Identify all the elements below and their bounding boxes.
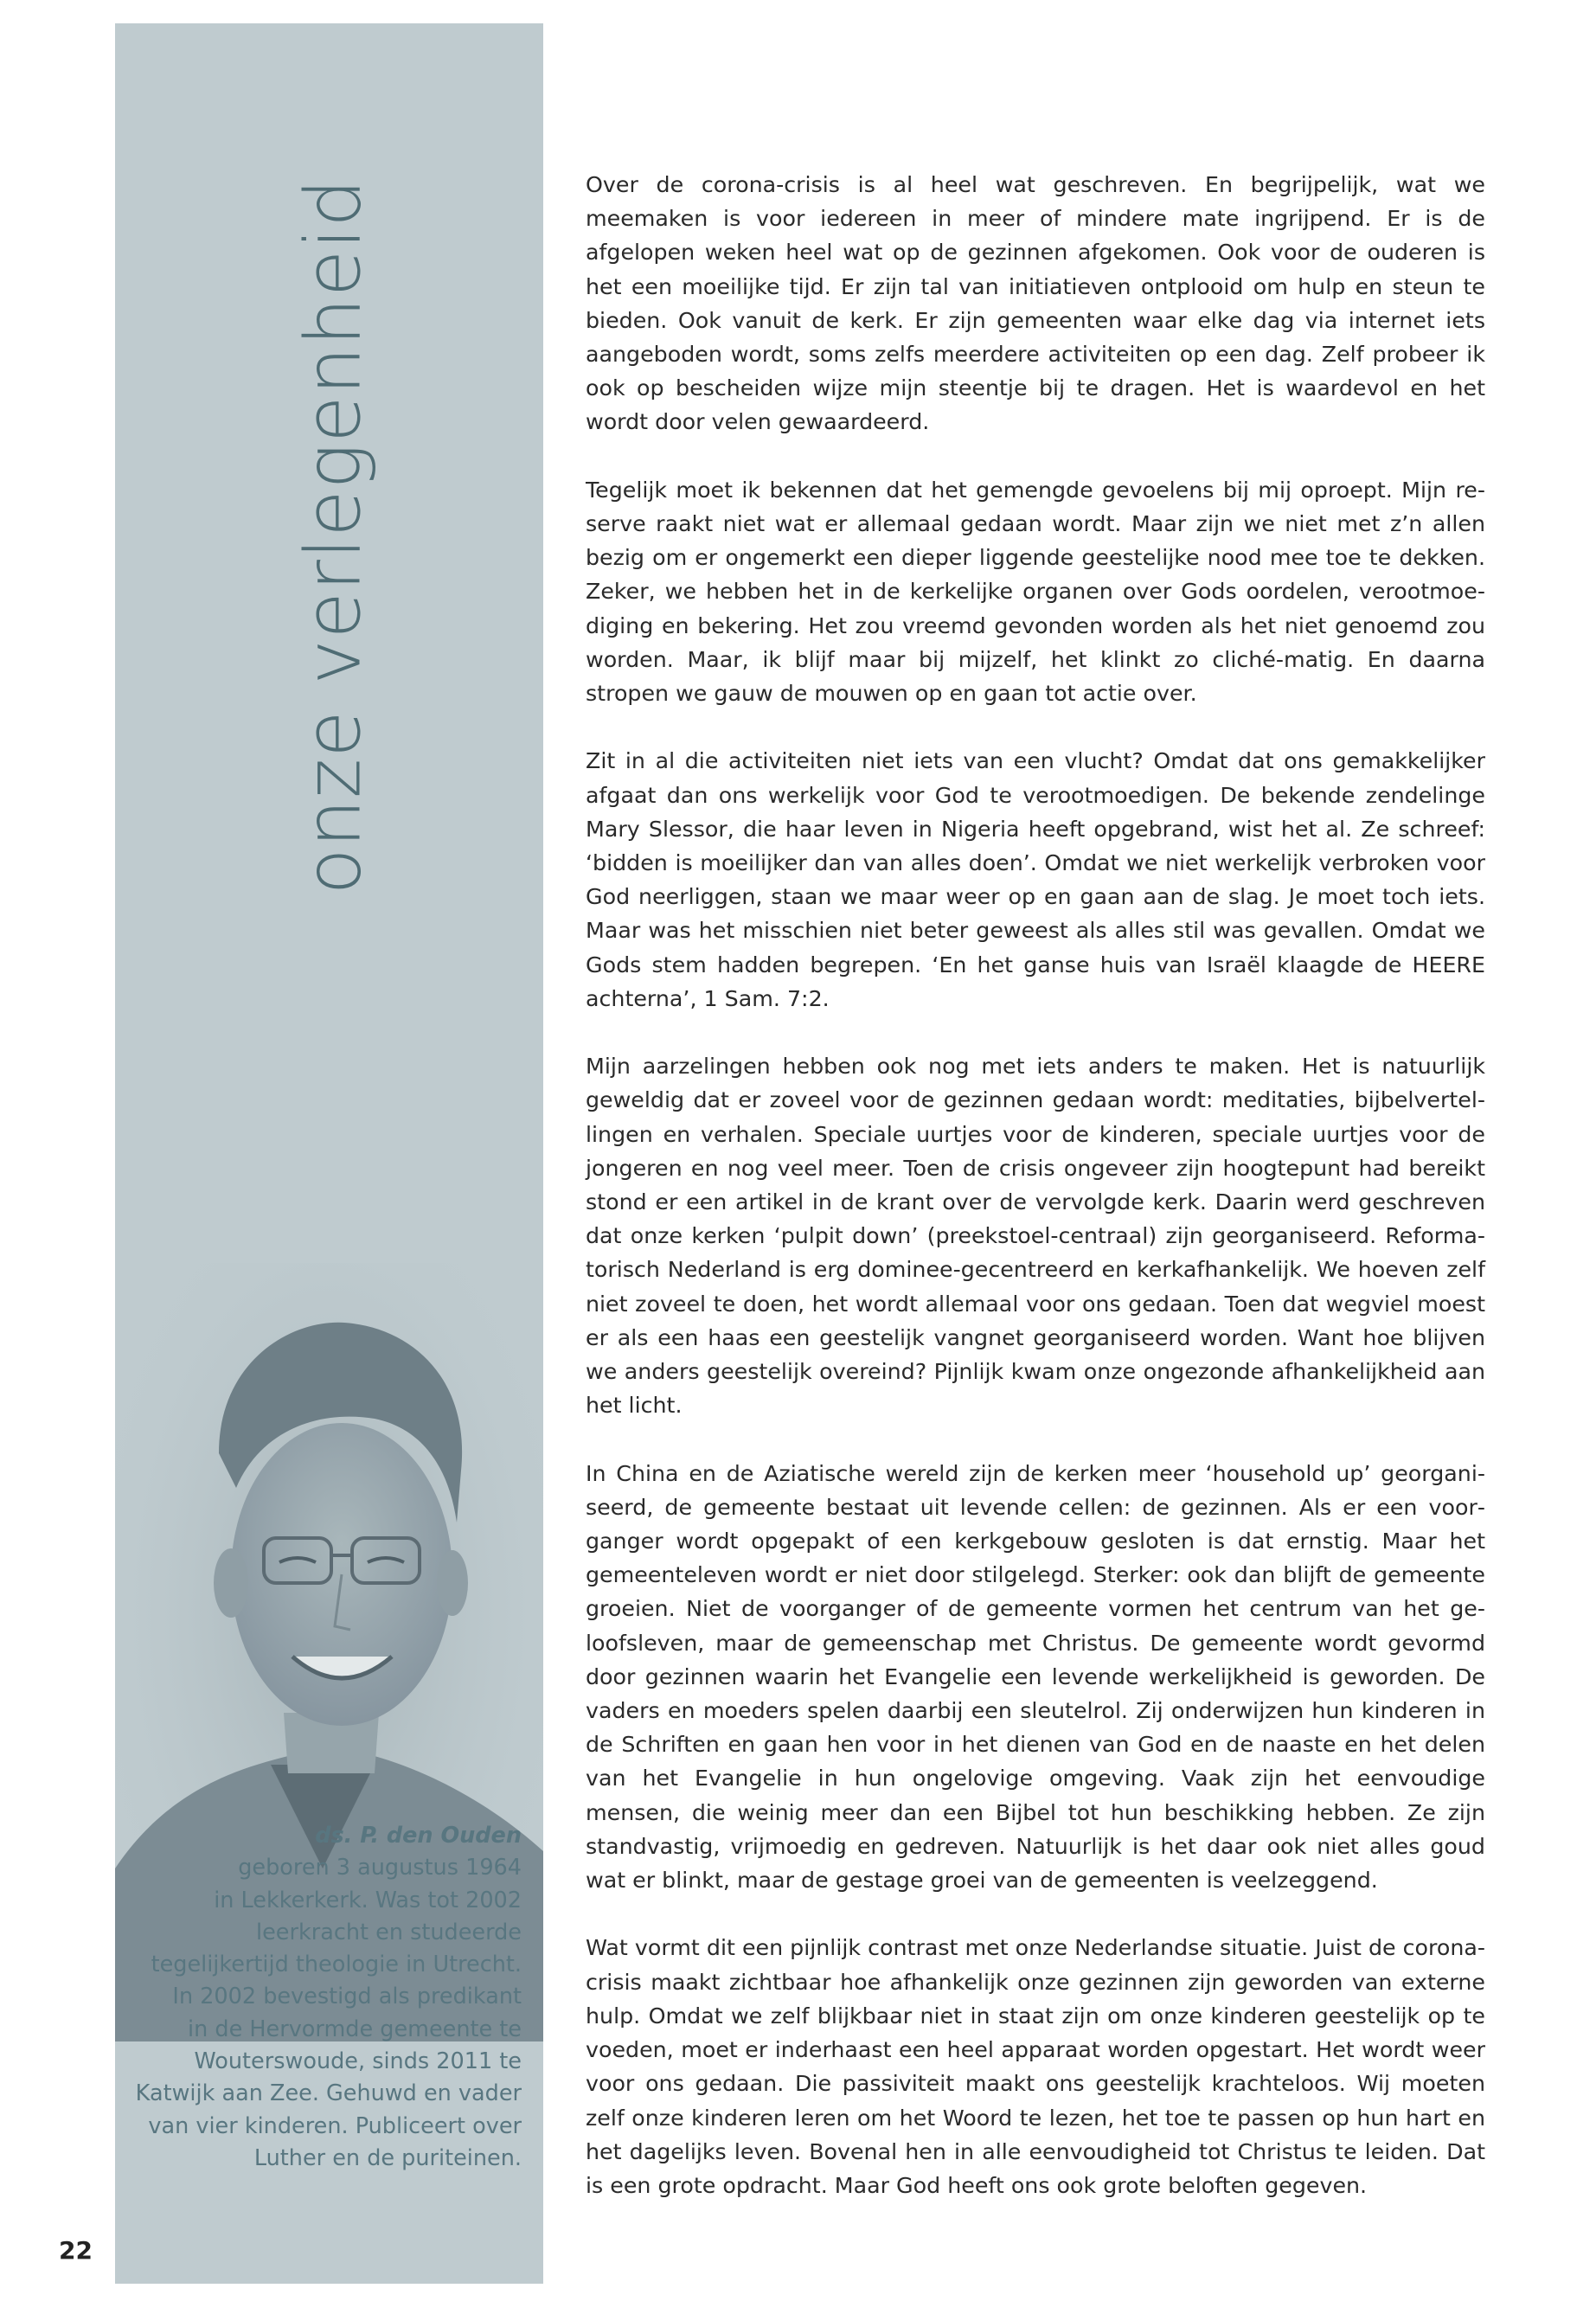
- author-bio-line: van vier kinderen. Publiceert over: [148, 2112, 522, 2139]
- article-body: [586, 168, 1485, 2202]
- author-name: ds. P. den Ouden: [315, 1823, 522, 1849]
- author-bio-line: leerkracht en studeerde: [256, 1919, 522, 1945]
- article-paragraph: Mijn aarzelingen hebben ook nog met iets anders te maken. Het is natuurlijk geweldig dat er zoveel voor de gezinnen gedaan wordt: meditaties, bijbelvertellingen en verhalen. Speciale uurtjes voor de kinderen, speciale uurtjes voor de jongeren en nog veel meer. Toen de crisis ongeveer zijn hoogtepunt had bereikt stond er een artikel in de krant over de vervolgde kerk. Daarin werd geschreven dat onze kerken ‘pulpit down’ (preekstoel-centraal) zijn georganiseerd. Reformatorisch Nederland is erg dominee-gecentreerd en kerkafhankelijk. We hoeven zelf niet zoveel te doen, het wordt allemaal voor ons gedaan. Toen dat wegviel moest er als een haas een geestelijk vangnet georganiseerd worden. Want hoe blijven we anders geestelijk overeind? Pijnlijk kwam onze ongezonde afhankelijkheid aan het licht.: [586, 1054, 1485, 1419]
- author-bio-line: In 2002 bevestigd als predikant: [172, 1984, 522, 2010]
- article-paragraph: Wat vormt dit een pijnlijk contrast met onze Nederlandse situatie. Juist de corona-crisis maakt zichtbaar hoe afhankelijk onze gezinnen zijn geworden van externe hulp. Omdat we zelf blijkbaar niet in staat zijn om onze kinderen geestelijk op te voeden, moet er inderhaast een heel apparaat worden opgestart. Het wordt weer voor ons gedaan. Die passiviteit maakt ons geestelijk krachteloos. Wij moeten zelf onze kinderen leren om het Woord te lezen, het toe te passen op hun hart en het dagelijks leven. Bovenal hen in alle eenvoudigheid tot Christus te leiden. Dat is een grote opdracht. Maar God heeft ons ook grote beloften gegeven.: [586, 1935, 1485, 2198]
- article-paragraph: In China en de Aziatische wereld zijn de kerken meer ‘household up’ georganiseerd, de gemeente bestaat uit levende cellen: de gezinnen. Als er een voorganger wordt opgepakt of een kerkgebouw gesloten is dat ernstig. Maar het gemeenteleven wordt er niet door stilgelegd. Sterker: ook dan blijft de gemeente groeien. Niet de voorganger of de gemeente vormen het centrum van het geloofsleven, maar de gemeenschap met Christus. De gemeente wordt gevormd door gezinnen waarin het Evangelie een levende werkelijkheid is geworden. De vaders en moeders spelen daarbij een sleutelrol. Zij onderwijzen hun kinderen in de Schriften en gaan hen voor in het dienen van God en de naaste en het delen van het Evangelie in hun ongelovige omgeving. Vaak zijn het eenvoudige mensen, die weinig meer dan een Bijbel tot hun beschikking hebben. Ze zijn standvastig, vrijmoedig en gedreven. Natuurlijk is het daar ook niet alles goud wat er blinkt, maar de gestage groei van de gemeenten is veelzeggend.: [586, 1460, 1485, 1894]
- author-bio-line: in Lekkerkerk. Was tot 2002: [214, 1887, 522, 1913]
- article-paragraph: Tegelijk moet ik bekennen dat het gemengde gevoelens bij mij oproept. Mijn reserve raakt niet wat er allemaal gedaan wordt. Maar zijn we niet met z’n allen bezig om er ongemerkt een dieper liggende geestelijke nood mee toe te dekken. Zeker, we hebben het in de kerkelijke organen over Gods oordelen, verootmoediging en bekering. Het zou vreemd gevonden worden als het niet genoemd zou worden. Maar, ik blijf maar bij mijzelf, het klinkt zo cliché-matig. En daarna stropen we gauw de mouwen op en gaan tot actie over.: [586, 477, 1485, 707]
- section-title-text: onze verlegenheid: [288, 177, 378, 895]
- page-number: 22: [59, 2236, 93, 2265]
- author-bio-line: Wouterswoude, sinds 2011 te: [194, 2048, 522, 2075]
- author-bio-line: Katwijk aan Zee. Gehuwd en vader: [135, 2080, 522, 2107]
- author-bio-line: tegelijkertijd theologie in Utrecht.: [151, 1952, 522, 1978]
- author-caption: [130, 1820, 522, 2175]
- author-bio-line: geboren 3 augustus 1964: [238, 1855, 522, 1881]
- article-paragraph: Over de corona-crisis is al heel wat geschreven. En begrijpelijk, wat we meemaken is voor iedereen in meer of mindere mate ingrijpend. Er is de afgelopen weken heel wat op de gezinnen afgekomen. Ook voor de ouderen is het een moeilijke tijd. Er zijn tal van initiatieven ontplooid om hulp en steun te bieden. Ook vanuit de kerk. Er zijn gemeenten waar elke dag via internet iets aangeboden wordt, soms zelfs meerdere activiteiten op een dag. Zelf probeer ik ook op bescheiden wijze mijn steentje bij te dragen. Het is waardevol en het wordt door velen gewaardeerd.: [586, 172, 1485, 435]
- author-bio-line: Luther en de puriteinen.: [253, 2144, 522, 2171]
- article-paragraph: Zit in al die activiteiten niet iets van een vlucht? Omdat dat ons gemakkelijker afgaat dan ons werkelijk voor God te verootmoedigen. De bekende zendelinge Mary Slessor, die haar leven in Nigeria heeft opgebrand, wist het al. Ze schreef: ‘bidden is moeilijker dan van alles doen’. Omdat we niet werkelijk verbroken voor God neerliggen, staan we maar weer op en gaan aan de slag. Je moet toch iets. Maar was het misschien niet beter geweest als alles stil was gevallen. Omdat we Gods stem hadden begrepen. ‘En het ganse huis van Israël klaagde de HEERE achterna’, 1 Sam. 7:2.: [586, 748, 1485, 1011]
- author-bio-line: in de Hervormde gemeente te: [188, 2016, 522, 2042]
